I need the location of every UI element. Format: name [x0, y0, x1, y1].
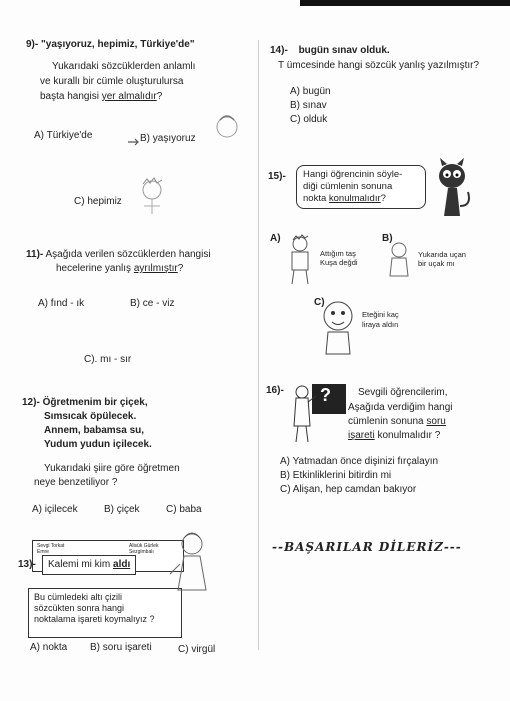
q16-text-line1: Sevgili öğrencilerim,	[358, 387, 448, 398]
q14-option-a[interactable]: A) bugün	[290, 86, 331, 97]
q13-box-line1: Bu cümledeki altı çizili	[34, 592, 123, 602]
q14-number: 14)-	[270, 45, 288, 56]
q11-line2-pre: hecelerine yanlış	[56, 263, 134, 274]
q15-speech-bubble	[296, 165, 426, 209]
q9-option-a[interactable]: A) Türkiye'de	[34, 130, 93, 141]
q16-option-c[interactable]: C) Alişan, hep camdan bakıyor	[280, 484, 417, 495]
q12-option-c[interactable]: C) baba	[166, 504, 202, 515]
q15-option-b-child-illustration	[384, 240, 414, 280]
column-divider	[258, 40, 259, 650]
q13-box-line2: sözcükten sonra hangi	[34, 603, 125, 613]
q16-option-b[interactable]: B) Etkinliklerini bitirdin mi	[280, 470, 392, 481]
q9-text-line3	[40, 90, 162, 103]
q13-sentence-pre: Kalemi mi kim	[48, 559, 114, 570]
q15-option-c-child-illustration	[316, 298, 358, 358]
q15-option-a-child-illustration	[282, 234, 318, 286]
teacher-sketch-illustration	[170, 530, 214, 602]
q12-number: 12)-	[22, 397, 40, 408]
q14-header	[270, 44, 390, 57]
q16-line3-pre: cümlenin sonuna	[348, 416, 427, 427]
child-sketch-illustration	[132, 176, 172, 220]
q11-text-line2	[56, 262, 183, 275]
q13-number: 13)-	[18, 559, 36, 570]
q15-option-c-text2: liraya aldın	[362, 320, 399, 329]
q13-board-right1: Alisük Gürlek	[129, 543, 159, 549]
q12-poem-line4: Yudum yudun içilecek.	[44, 439, 152, 450]
q13-board-right2: Sezgimbalı	[129, 549, 154, 555]
q14-sentence: bugün sınav olduk.	[298, 45, 390, 56]
q15-bubble-line3-post: ?	[380, 193, 386, 204]
q12-option-a[interactable]: A) içilecek	[32, 504, 78, 515]
q9-line3-pre: başta hangisi	[40, 91, 102, 102]
q11-line2-underlined: ayrılmıştır	[133, 263, 178, 274]
q16-option-a[interactable]: A) Yatmadan önce dişinizi fırçalayın	[280, 456, 439, 467]
q11-option-b[interactable]: B) ce - viz	[130, 298, 175, 309]
q13-question-box	[28, 588, 182, 638]
q15-number: 15)-	[268, 171, 286, 182]
q12-text-line2: neye benzetiliyor ?	[34, 477, 118, 488]
q12-poem-line1: Öğretmenim bir çiçek,	[42, 397, 148, 408]
top-edge-bar	[300, 0, 510, 6]
q9-line3-post: ?	[156, 91, 163, 102]
cat-character-illustration	[430, 156, 476, 226]
q12-poem-line2: Sımsıcak öpülecek.	[44, 411, 137, 422]
q13-box-line3: noktalama işareti koymalıyız ?	[34, 614, 155, 624]
q12-header	[22, 396, 148, 409]
q12-option-b[interactable]: B) çiçek	[104, 504, 140, 515]
q16-text-line4	[348, 429, 440, 442]
q13-option-c[interactable]: C) virgül	[178, 644, 216, 655]
q14-question: T ümcesinde hangi sözcük yanlış yazılmıştır?	[278, 60, 480, 71]
q13-sentence-underlined: aldı	[113, 559, 131, 570]
q9-header	[26, 38, 195, 51]
q11-option-a[interactable]: A) fınd - ık	[38, 298, 85, 309]
q9-line3-underlined: yer almalıdır	[101, 91, 157, 102]
closing-good-luck-text: --BAŞARILAR DİLERİZ---	[272, 540, 462, 554]
q15-bubble-line1: Hangi öğrencinin söyle-	[303, 169, 403, 180]
q15-bubble-line2: diği cümlenin sonuna	[303, 181, 393, 192]
q9-text-line1: Yukarıdaki sözcüklerden anlamlı	[52, 61, 196, 72]
q13-board-left1: Sevgi Torkat	[37, 543, 65, 549]
q15-bubble-line3-underlined: konulmalıdır	[328, 193, 381, 204]
q16-line4-underlined: işareti	[348, 430, 375, 441]
q11-text-line1	[26, 248, 211, 261]
q15-option-c-label[interactable]: C)	[314, 297, 325, 308]
q11-line1: Aşağıda verilen sözcüklerden hangisi	[45, 249, 211, 260]
q15-bubble-line3-pre: nokta	[303, 193, 329, 204]
q16-text-line3	[348, 415, 446, 428]
q15-bubble-line3	[303, 193, 419, 205]
q15-option-a-text1: Attığım taş	[320, 249, 356, 258]
q11-line2-post: ?	[177, 263, 184, 274]
q16-line3-underlined: soru	[426, 416, 446, 427]
hand-arrow-illustration	[126, 135, 142, 149]
q15-option-c-text1: Eteğini kaç	[362, 310, 399, 319]
q16-board-question-mark: ?	[320, 385, 331, 405]
q11-option-c[interactable]: C). mı - sır	[84, 354, 132, 365]
q16-text-line2: Aşağıda verdiğim hangi	[348, 402, 453, 413]
q11-number: 11)-	[26, 249, 44, 260]
q9-text-line2: ve kurallı bir cümle oluşturulursa	[40, 76, 184, 87]
q16-number: 16)-	[266, 385, 284, 396]
q9-number: 9)-	[26, 39, 39, 50]
q13-board-left2: Emre	[37, 549, 49, 555]
q13-sentence-box	[42, 555, 136, 575]
q16-line4-post: konulmalıdır ?	[374, 430, 441, 441]
q15-option-a-text2: Kuşa değdi	[320, 258, 358, 267]
q12-poem-line3: Annem, babamsa su,	[44, 425, 145, 436]
q15-option-b-text2: bir uçak mı	[418, 259, 455, 268]
q15-option-b-label[interactable]: B)	[382, 233, 393, 244]
q14-option-b[interactable]: B) sınav	[290, 100, 327, 111]
q14-option-c[interactable]: C) olduk	[290, 114, 328, 125]
q13-option-a[interactable]: A) nokta	[30, 642, 68, 653]
q9-option-c[interactable]: C) hepimiz	[74, 196, 122, 207]
q9-title: "yaşıyoruz, hepimiz, Türkiye'de"	[41, 39, 195, 50]
q13-option-b[interactable]: B) soru işareti	[90, 642, 152, 653]
q9-option-b[interactable]: B) yaşıyoruz	[140, 133, 196, 144]
q15-option-b-text1: Yukarıda uçan	[418, 250, 466, 259]
doodle-face-illustration	[212, 112, 242, 142]
q12-text-line1: Yukarıdaki şiire göre öğretmen	[44, 463, 180, 474]
q15-option-a-label[interactable]: A)	[270, 233, 281, 244]
